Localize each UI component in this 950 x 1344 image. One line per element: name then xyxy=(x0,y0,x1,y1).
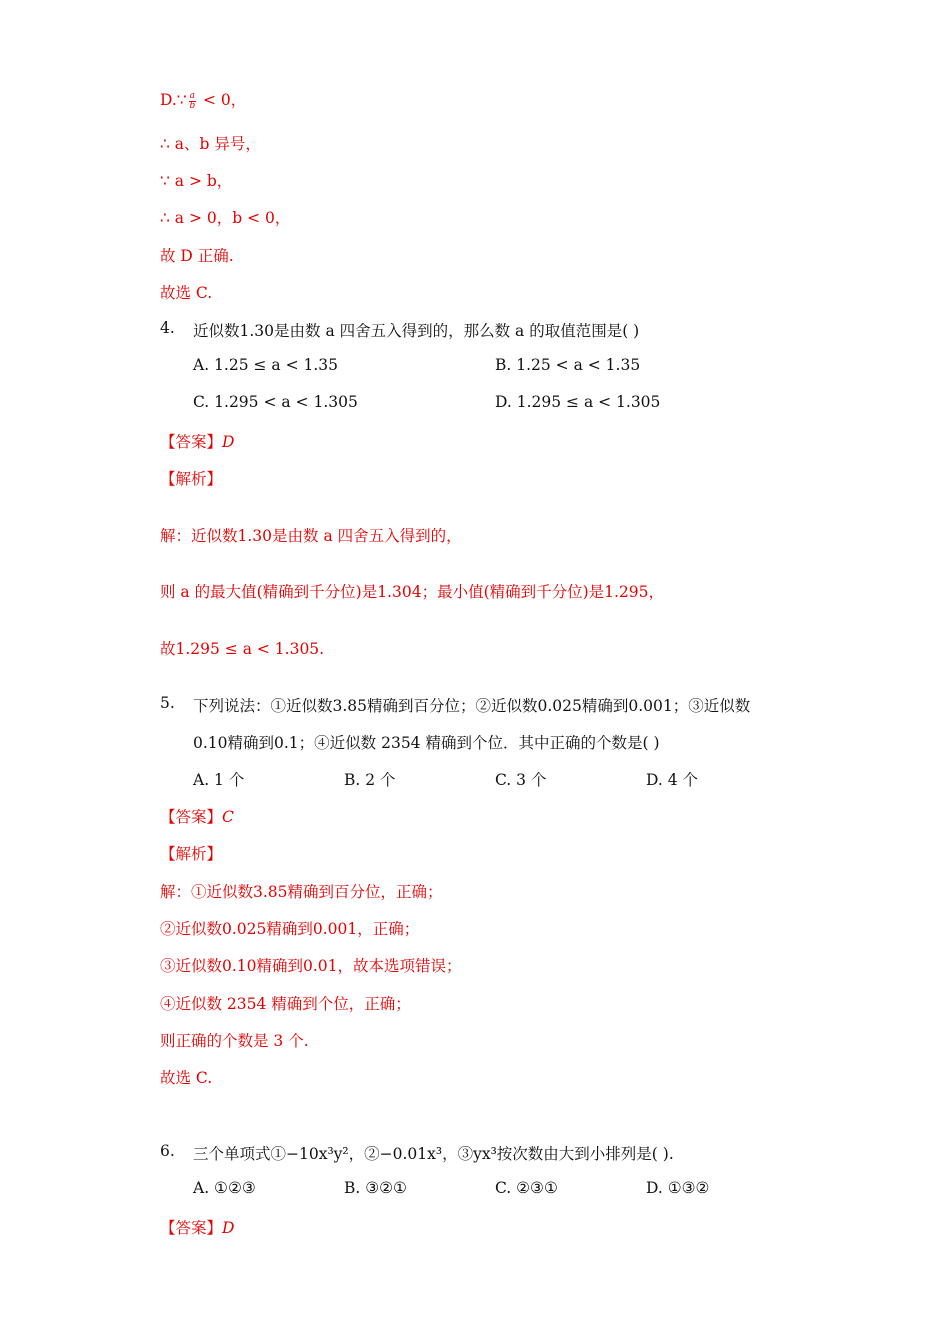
q6-option-b: B. ③②① xyxy=(344,1179,407,1197)
q4-solution-line: 故1.295 ≤ a < 1.305. xyxy=(160,640,325,658)
question-6-text: 三个单项式①−10x³y²，②−0.01x³，③yx³按次数由大到小排列是( ). xyxy=(193,1145,674,1163)
answer-value: D xyxy=(222,1219,235,1237)
question-number-5: 5. xyxy=(160,694,175,712)
q6-option-d: D. ①③② xyxy=(646,1179,710,1197)
q5-option-d: D. 4 个 xyxy=(646,771,699,789)
q4-solution-line: 解：近似数1.30是由数 a 四舍五入得到的， xyxy=(160,527,462,545)
answer-value: C xyxy=(222,808,234,826)
answer-label: 【答案】 xyxy=(160,1219,223,1237)
solution-line: 故 D 正确. xyxy=(160,247,234,265)
q4-option-b: B. 1.25 < a < 1.35 xyxy=(495,356,641,374)
q5-analysis-label: 【解析】 xyxy=(160,845,223,863)
q4-option-d: D. 1.295 ≤ a < 1.305 xyxy=(495,393,661,411)
solution-line: ∴ a > 0，b < 0， xyxy=(160,209,291,227)
question-number-6: 6. xyxy=(160,1142,175,1160)
solution-d-suffix: < 0， xyxy=(198,91,247,109)
question-5-text-line2: 0.10精确到0.1；④近似数 2354 精确到个位．其中正确的个数是( ) xyxy=(193,734,660,752)
q5-solution-line: ③近似数0.10精确到0.01，故本选项错误； xyxy=(160,957,462,975)
solution-line: 故选 C. xyxy=(160,284,213,302)
q5-solution-line: 解：①近似数3.85精确到百分位，正确； xyxy=(160,883,443,901)
q5-solution-line: ④近似数 2354 精确到个位，正确； xyxy=(160,995,411,1013)
q5-option-c: C. 3 个 xyxy=(495,771,547,789)
answer-value: D xyxy=(222,433,235,451)
answer-label: 【答案】 xyxy=(160,808,223,826)
question-4-text: 近似数1.30是由数 a 四舍五入得到的，那么数 a 的取值范围是( ) xyxy=(193,322,640,340)
q5-option-b: B. 2 个 xyxy=(344,771,396,789)
fraction-a-over-b: $\frac{a}{b}$ xyxy=(189,90,196,111)
solution-line: ∴ a、b 异号， xyxy=(160,135,261,153)
q4-solution-line: 则 a 的最大值(精确到千分位)是1.304；最小值(精确到千分位)是1.295， xyxy=(160,583,665,601)
q5-solution-line: 则正确的个数是 3 个. xyxy=(160,1032,309,1050)
q4-option-a: A. 1.25 ≤ a < 1.35 xyxy=(193,356,338,374)
question-5-text-line1: 下列说法：①近似数3.85精确到百分位；②近似数0.025精确到0.001；③近似数 xyxy=(193,697,751,715)
answer-label: 【答案】 xyxy=(160,433,223,451)
solution-d-prefix: D.∵ xyxy=(160,91,187,109)
q4-analysis-label: 【解析】 xyxy=(160,470,223,488)
q4-answer xyxy=(160,430,234,452)
q6-option-c: C. ②③① xyxy=(495,1179,558,1197)
q5-answer xyxy=(160,805,234,827)
q5-option-a: A. 1 个 xyxy=(193,771,245,789)
question-number-4: 4. xyxy=(160,319,175,337)
solution-line: ∵ a > b， xyxy=(160,172,233,190)
q5-solution-line: 故选 C. xyxy=(160,1069,213,1087)
q6-answer xyxy=(160,1216,234,1238)
q5-solution-line: ②近似数0.025精确到0.001，正确； xyxy=(160,920,420,938)
solution-line-d xyxy=(160,88,246,111)
q6-option-a: A. ①②③ xyxy=(193,1179,256,1197)
q4-option-c: C. 1.295 < a < 1.305 xyxy=(193,393,358,411)
